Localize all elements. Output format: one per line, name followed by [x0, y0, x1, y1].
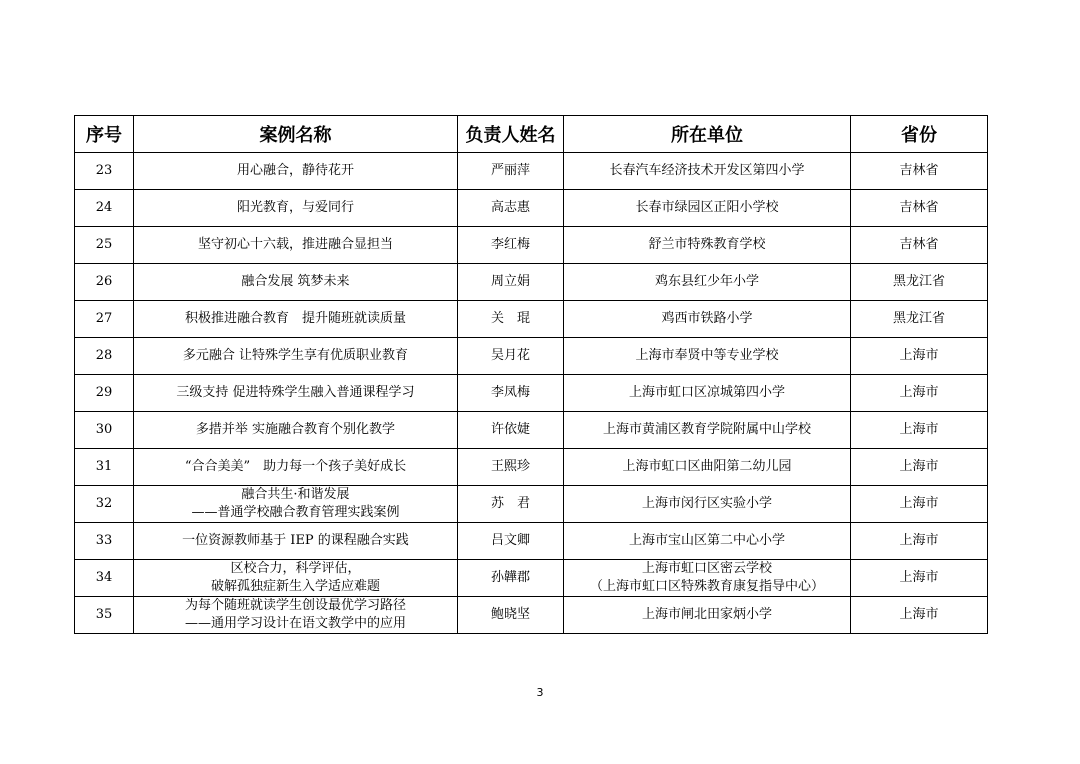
cell-serial-number: 35: [75, 597, 134, 634]
table-row: [75, 338, 988, 375]
cell-serial-number: 33: [75, 523, 134, 560]
cell-leader-name: 严丽萍: [458, 153, 564, 190]
cell-leader-name: 孙韡郡: [458, 560, 564, 597]
cell-serial-number: 28: [75, 338, 134, 375]
cell-unit-line: 舒兰市特殊教育学校: [648, 237, 766, 252]
cell-case-name-line: 多元融合 让特殊学生享有优质职业教育: [182, 348, 409, 363]
cell-leader-name: 关 琨: [458, 301, 564, 338]
cell-province: 上海市: [851, 560, 988, 597]
cell-serial-number: 24: [75, 190, 134, 227]
table-row: [75, 190, 988, 227]
cell-case-name-line: 阳光教育，与爱同行: [236, 200, 354, 215]
cell-unit: [564, 523, 851, 560]
header-serial-number: 序号: [75, 116, 134, 153]
cell-case-name-line: “合合美美” 助力每一个孩子美好成长: [184, 459, 407, 474]
cell-unit-line: 上海市奉贤中等专业学校: [635, 348, 779, 363]
cell-case-name: [134, 597, 458, 634]
cell-unit-line: 长春汽车经济技术开发区第四小学: [609, 163, 805, 178]
table-row: [75, 597, 988, 634]
cell-case-name: [134, 153, 458, 190]
cell-unit-line: 鸡西市铁路小学: [661, 311, 753, 326]
cell-case-name-line: 区校合力，科学评估，: [230, 561, 361, 576]
cell-province: 上海市: [851, 523, 988, 560]
table-row: [75, 412, 988, 449]
cell-leader-name: 高志惠: [458, 190, 564, 227]
cell-unit-line: 上海市虹口区密云学校: [641, 561, 772, 576]
cell-serial-number: 26: [75, 264, 134, 301]
cell-case-name-line: 积极推进融合教育 提升随班就读质量: [184, 311, 406, 326]
table-row: [75, 486, 988, 523]
cell-case-name-line: 多措并举 实施融合教育个别化教学: [195, 422, 396, 437]
cell-leader-name: 吕文卿: [458, 523, 564, 560]
cell-unit: [564, 264, 851, 301]
page-number: 3: [536, 686, 544, 699]
cell-province: 上海市: [851, 338, 988, 375]
cell-province: 上海市: [851, 412, 988, 449]
table-row: [75, 301, 988, 338]
table-row: [75, 264, 988, 301]
table-header-row: [75, 116, 988, 153]
cell-case-name-line: 融合发展 筑梦未来: [241, 274, 350, 289]
cell-case-name: [134, 486, 458, 523]
cell-serial-number: 31: [75, 449, 134, 486]
cell-unit: [564, 412, 851, 449]
cell-unit: [564, 190, 851, 227]
cell-case-name: [134, 190, 458, 227]
cell-unit: [564, 597, 851, 634]
cell-case-name-line: ——普通学校融合教育管理实践案例: [191, 505, 400, 520]
cell-unit-line: 长春市绿园区正阳小学校: [635, 200, 779, 215]
cell-province: 吉林省: [851, 153, 988, 190]
table-row: [75, 560, 988, 597]
cell-case-name: [134, 375, 458, 412]
cell-unit: [564, 449, 851, 486]
cell-serial-number: 27: [75, 301, 134, 338]
cell-unit-line: 上海市闸北田家炳小学: [641, 607, 772, 622]
header-case-name: 案例名称: [134, 116, 458, 153]
cell-case-name-line: 一位资源教师基于 IEP 的课程融合实践: [182, 533, 409, 548]
cell-province: 黑龙江省: [851, 264, 988, 301]
table-row: [75, 449, 988, 486]
cell-unit-line: 上海市闵行区实验小学: [641, 496, 772, 511]
cell-case-name-line: 坚守初心十六载，推进融合显担当: [197, 237, 393, 252]
cell-unit-line: 鸡东县红少年小学: [654, 274, 759, 289]
cell-case-name: [134, 412, 458, 449]
cell-case-name-line: ——通用学习设计在语文教学中的应用: [184, 616, 406, 631]
cell-serial-number: 25: [75, 227, 134, 264]
table-row: [75, 227, 988, 264]
cell-province: 上海市: [851, 597, 988, 634]
header-province: 省份: [851, 116, 988, 153]
cell-unit: [564, 338, 851, 375]
cell-leader-name: 苏 君: [458, 486, 564, 523]
case-list-table: [74, 115, 988, 634]
cell-leader-name: 许依婕: [458, 412, 564, 449]
cell-leader-name: 李红梅: [458, 227, 564, 264]
cell-case-name: [134, 523, 458, 560]
cell-leader-name: 王熙珍: [458, 449, 564, 486]
cell-unit: [564, 486, 851, 523]
cell-case-name: [134, 449, 458, 486]
cell-unit: [564, 153, 851, 190]
cell-unit-line: （上海市虹口区特殊教育康复指导中心）: [589, 579, 824, 594]
cell-case-name-line: 用心融合，静待花开: [236, 163, 354, 178]
cell-province: 黑龙江省: [851, 301, 988, 338]
cell-serial-number: 30: [75, 412, 134, 449]
cell-case-name: [134, 264, 458, 301]
cell-unit: [564, 375, 851, 412]
cell-unit-line: 上海市虹口区凉城第四小学: [628, 385, 785, 400]
cell-leader-name: 周立娟: [458, 264, 564, 301]
cell-case-name-line: 破解孤独症新生入学适应难题: [210, 579, 380, 594]
cell-province: 上海市: [851, 486, 988, 523]
cell-case-name: [134, 301, 458, 338]
cell-unit: [564, 301, 851, 338]
cell-serial-number: 23: [75, 153, 134, 190]
cell-province: 上海市: [851, 375, 988, 412]
cell-province: 上海市: [851, 449, 988, 486]
cell-serial-number: 34: [75, 560, 134, 597]
cell-case-name-line: 融合共生·和谐发展: [241, 487, 350, 502]
cell-case-name: [134, 227, 458, 264]
cell-unit: [564, 560, 851, 597]
cell-leader-name: 李凤梅: [458, 375, 564, 412]
cell-unit-line: 上海市黄浦区教育学院附属中山学校: [602, 422, 811, 437]
cell-leader-name: 鲍晓坚: [458, 597, 564, 634]
cell-case-name-line: 三级支持 促进特殊学生融入普通课程学习: [176, 385, 415, 400]
cell-unit-line: 上海市虹口区曲阳第二幼儿园: [622, 459, 792, 474]
cell-unit: [564, 227, 851, 264]
cell-unit-line: 上海市宝山区第二中心小学: [628, 533, 785, 548]
header-unit: 所在单位: [564, 116, 851, 153]
table-row: [75, 375, 988, 412]
header-leader-name: 负责人姓名: [458, 116, 564, 153]
cell-case-name: [134, 338, 458, 375]
cell-serial-number: 32: [75, 486, 134, 523]
cell-case-name: [134, 560, 458, 597]
cell-serial-number: 29: [75, 375, 134, 412]
cell-leader-name: 吴月花: [458, 338, 564, 375]
table-row: [75, 523, 988, 560]
cell-case-name-line: 为每个随班就读学生创设最优学习路径: [184, 598, 406, 613]
table-row: [75, 153, 988, 190]
cell-province: 吉林省: [851, 190, 988, 227]
cell-province: 吉林省: [851, 227, 988, 264]
